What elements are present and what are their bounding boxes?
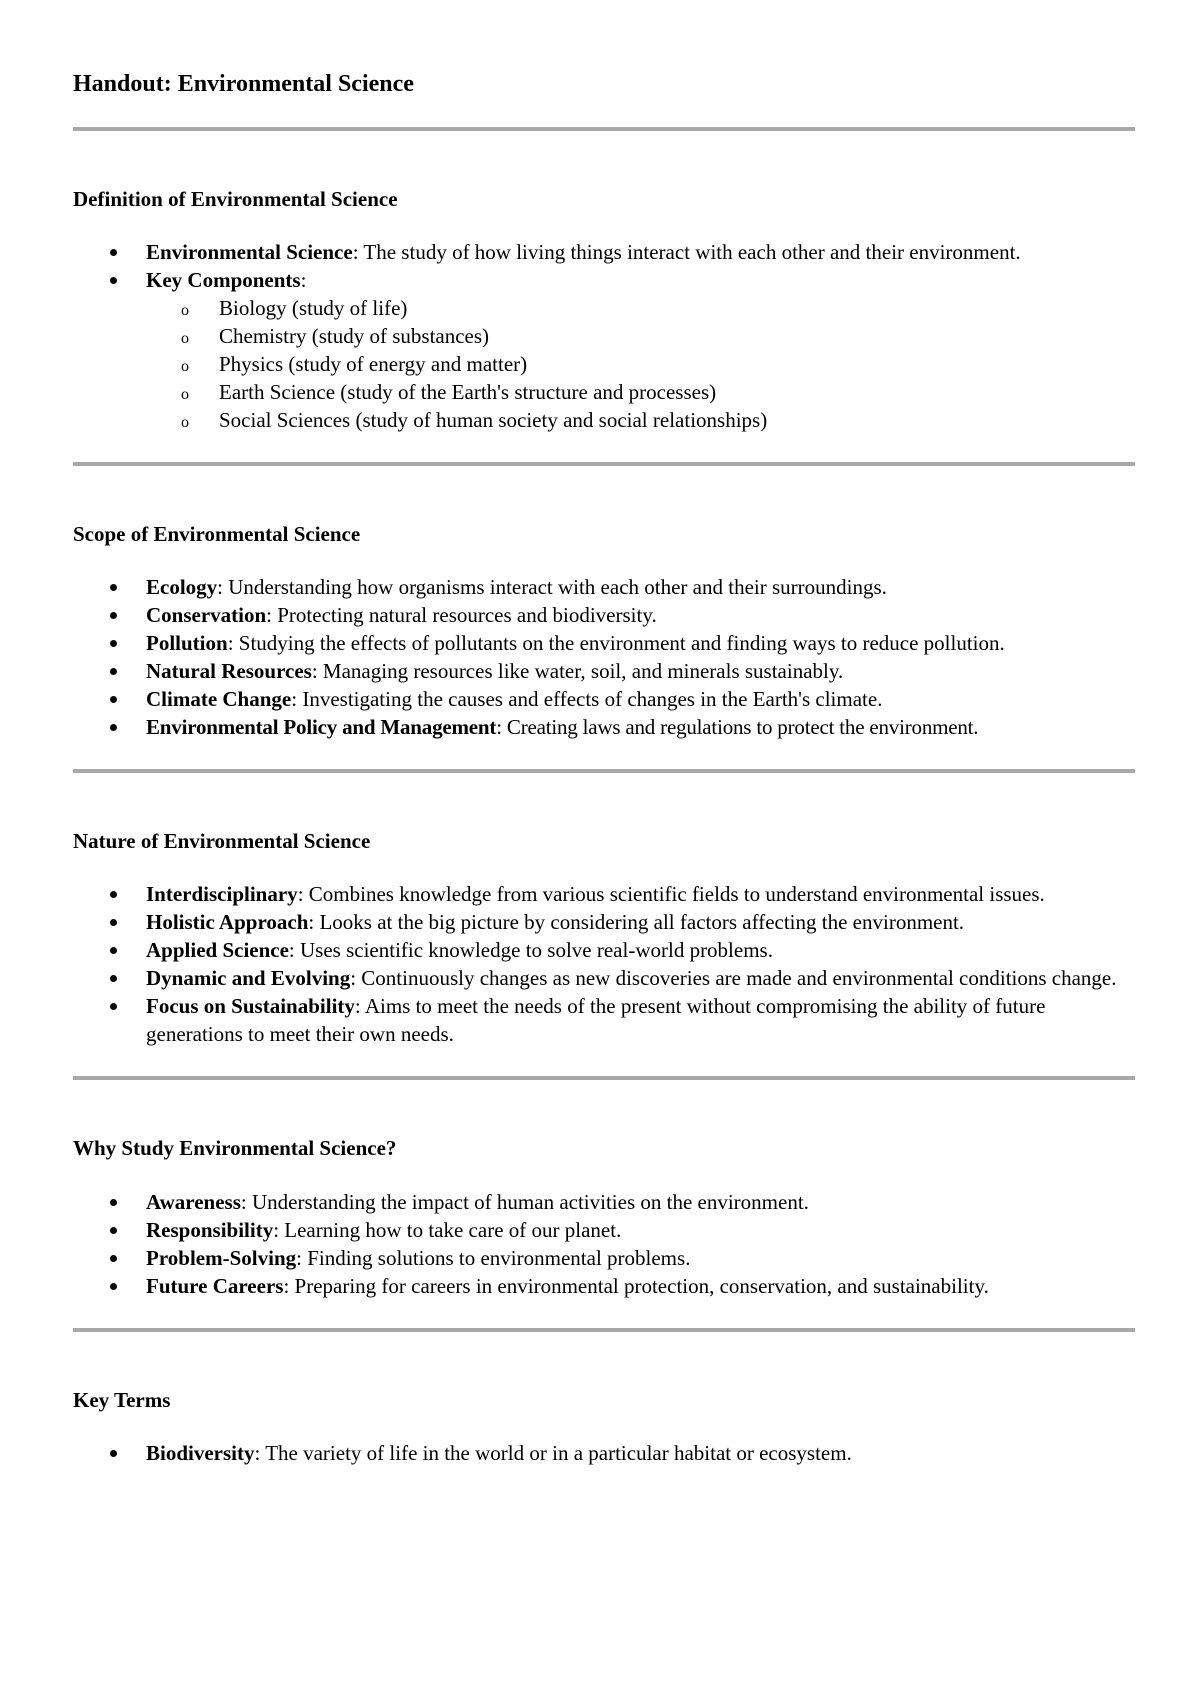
term-label: Climate Change xyxy=(146,687,292,712)
list-item xyxy=(73,1272,1135,1300)
term-description: : Understanding how organisms interact with each other and their surroundings. xyxy=(217,575,887,600)
list-item xyxy=(73,880,1135,908)
term-description: : The variety of life in the world or in a particular habitat or ecosystem. xyxy=(254,1440,852,1465)
section-heading: Key Terms xyxy=(73,1387,171,1412)
bullet-icon xyxy=(110,612,117,619)
section-nature xyxy=(73,829,1135,1048)
list-item xyxy=(73,573,1135,601)
bullet-list xyxy=(73,1188,1135,1300)
list-item xyxy=(73,685,1135,713)
term-description: : Managing resources like water, soil, and minerals sustainably. xyxy=(311,659,844,684)
bullet-icon xyxy=(110,975,117,982)
bullet-icon xyxy=(110,724,117,731)
section-divider xyxy=(73,769,1135,773)
term-label: Holistic Approach xyxy=(146,910,309,935)
section-heading: Scope of Environmental Science xyxy=(73,521,361,546)
bullet-list xyxy=(73,880,1135,1048)
list-item xyxy=(73,238,1135,266)
sub-list-item xyxy=(73,322,1135,350)
section-heading: Nature of Environmental Science xyxy=(73,829,371,854)
term-description: : The study of how living things interact with each other and their environment. xyxy=(352,239,1021,264)
list-item xyxy=(73,266,1135,434)
sub-list xyxy=(73,294,1135,434)
bullet-icon xyxy=(110,249,117,256)
sub-item-text: Biology (study of life) xyxy=(219,295,408,320)
list-item xyxy=(73,629,1135,657)
section-heading: Definition of Environmental Science xyxy=(73,186,398,211)
section-divider xyxy=(73,1076,1135,1080)
term-label: Environmental Science xyxy=(146,239,353,264)
section-divider xyxy=(73,462,1135,466)
term-description: : xyxy=(300,267,307,292)
bullet-icon xyxy=(110,1255,117,1262)
bullet-list xyxy=(73,1439,1135,1467)
sub-item-text: Physics (study of energy and matter) xyxy=(219,351,528,376)
hollow-bullet-icon: o xyxy=(181,413,189,431)
term-label: Key Components xyxy=(146,267,301,292)
term-description: : Studying the effects of pollutants on the environment and finding ways to reduce pollution. xyxy=(227,631,1005,656)
bullet-icon xyxy=(110,1199,117,1206)
term-label: Applied Science xyxy=(146,938,289,963)
term-label: Dynamic and Evolving xyxy=(146,966,351,991)
bullet-icon xyxy=(110,1283,117,1290)
bullet-icon xyxy=(110,1450,117,1457)
bullet-icon xyxy=(110,277,117,284)
list-item xyxy=(73,992,1135,1048)
term-description: : Looks at the big picture by considering all factors affecting the environment. xyxy=(308,910,965,935)
bullet-list xyxy=(73,238,1135,434)
hollow-bullet-icon: o xyxy=(181,357,189,375)
section-heading: Why Study Environmental Science? xyxy=(73,1136,397,1161)
bullet-icon xyxy=(110,1227,117,1234)
term-label: Conservation xyxy=(146,603,267,628)
sub-list-item xyxy=(73,294,1135,322)
term-label: Biodiversity xyxy=(146,1440,255,1465)
list-item xyxy=(73,1216,1135,1244)
term-description: : Preparing for careers in environmental protection, conservation, and sustainability. xyxy=(283,1273,989,1298)
section-divider xyxy=(73,1328,1135,1332)
section-scope xyxy=(73,522,1135,741)
term-label: Responsibility xyxy=(146,1217,274,1242)
term-description: : Aims to meet the needs of the present without compromising the ability of future generations to meet their own needs. xyxy=(146,994,1046,1047)
bullet-icon xyxy=(110,947,117,954)
term-label: Interdisciplinary xyxy=(146,882,298,907)
term-label: Future Careers xyxy=(146,1273,284,1298)
bullet-icon xyxy=(110,584,117,591)
list-item xyxy=(73,908,1135,936)
handout-page xyxy=(73,70,1135,1495)
list-item xyxy=(73,964,1135,992)
bullet-list xyxy=(73,573,1135,741)
list-item xyxy=(73,601,1135,629)
sub-item-text: Earth Science (study of the Earth's structure and processes) xyxy=(219,379,717,404)
term-description: : Creating laws and regulations to protect the environment. xyxy=(496,715,979,740)
bullet-icon xyxy=(110,668,117,675)
bullet-icon xyxy=(110,891,117,898)
sub-list-item xyxy=(73,350,1135,378)
term-description: : Investigating the causes and effects of changes in the Earth's climate. xyxy=(291,687,883,712)
list-item xyxy=(73,1188,1135,1216)
list-item xyxy=(73,657,1135,685)
title-divider xyxy=(73,127,1135,131)
bullet-icon xyxy=(110,919,117,926)
section-why-study xyxy=(73,1136,1135,1299)
section-definition xyxy=(73,187,1135,434)
hollow-bullet-icon: o xyxy=(181,301,189,319)
term-label: Focus on Sustainability xyxy=(146,994,355,1019)
term-description: : Continuously changes as new discoveries are made and environmental conditions change. xyxy=(350,966,1117,991)
sub-list-item xyxy=(73,406,1135,434)
term-description: : Uses scientific knowledge to solve real-world problems. xyxy=(288,938,773,963)
term-label: Ecology xyxy=(146,575,218,600)
term-label: Pollution xyxy=(146,631,228,656)
list-item xyxy=(73,1244,1135,1272)
bullet-icon xyxy=(110,1003,117,1010)
hollow-bullet-icon: o xyxy=(181,385,189,403)
list-item xyxy=(73,1439,1135,1467)
term-description: : Understanding the impact of human activities on the environment. xyxy=(240,1189,809,1214)
list-item xyxy=(73,936,1135,964)
list-item xyxy=(73,713,1135,741)
term-label: Awareness xyxy=(146,1189,241,1214)
term-label: Natural Resources xyxy=(146,659,312,684)
term-description: : Learning how to take care of our planet. xyxy=(273,1217,622,1242)
term-description: : Finding solutions to environmental problems. xyxy=(296,1245,691,1270)
term-label: Problem-Solving xyxy=(146,1245,297,1270)
sub-list-item xyxy=(73,378,1135,406)
bullet-icon xyxy=(110,696,117,703)
hollow-bullet-icon: o xyxy=(181,329,189,347)
sub-item-text: Chemistry (study of substances) xyxy=(219,323,490,348)
term-label: Environmental Policy and Management xyxy=(146,715,497,740)
document-title: Handout: Environmental Science xyxy=(73,71,414,97)
term-description: : Combines knowledge from various scientific fields to understand environmental issues. xyxy=(297,882,1045,907)
bullet-icon xyxy=(110,640,117,647)
sub-item-text: Social Sciences (study of human society and social relationships) xyxy=(219,407,768,432)
section-key-terms xyxy=(73,1388,1135,1467)
term-description: : Protecting natural resources and biodiversity. xyxy=(266,603,657,628)
